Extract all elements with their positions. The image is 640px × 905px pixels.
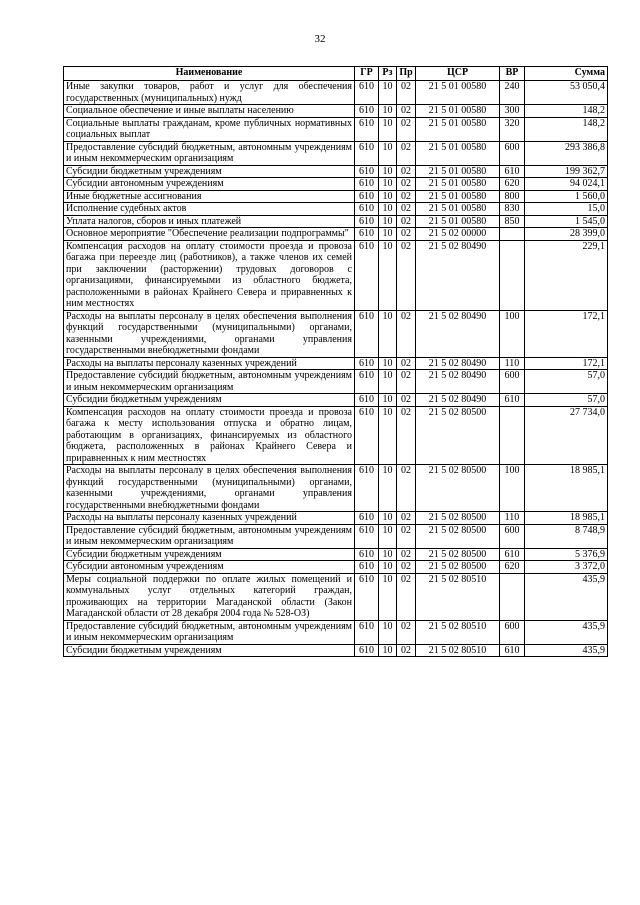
- row-sum: 1 560,0: [525, 190, 608, 203]
- table-row: [64, 240, 608, 310]
- row-gr: 610: [355, 141, 379, 165]
- header-csr: ЦСР: [416, 67, 500, 81]
- row-vr: 830: [500, 203, 525, 216]
- table-row: [64, 203, 608, 216]
- row-csr: 21 5 01 00580: [416, 203, 500, 216]
- row-pr: 02: [397, 141, 416, 165]
- row-sum: 435,9: [525, 620, 608, 644]
- row-name: Субсидии автономным учреждениям: [64, 561, 355, 574]
- row-name: Предоставление субсидий бюджетным, автономным учреждениям и иным некоммерческим организациям: [64, 620, 355, 644]
- row-csr: 21 5 02 80510: [416, 573, 500, 620]
- row-csr: 21 5 01 00580: [416, 190, 500, 203]
- row-name: Компенсация расходов на оплату стоимости проезда и провоза багажа при переезде лиц (работников), а также членов их семей при заключении (расторжении) трудовых договоров с организациями, финансируемыми из областного бюджета, расположенными в районах Крайнего Севера и приравненных к ним местностях: [64, 240, 355, 310]
- table-row: [64, 370, 608, 394]
- row-vr: 100: [500, 310, 525, 357]
- row-name: Субсидии автономным учреждениям: [64, 178, 355, 191]
- row-gr: 610: [355, 548, 379, 561]
- row-name: Уплата налогов, сборов и иных платежей: [64, 215, 355, 228]
- row-name: Предоставление субсидий бюджетным, автономным учреждениям и иным некоммерческим организациям: [64, 524, 355, 548]
- row-vr: 600: [500, 620, 525, 644]
- table-row: [64, 548, 608, 561]
- row-sum: 148,2: [525, 117, 608, 141]
- row-sum: 15,0: [525, 203, 608, 216]
- row-gr: 610: [355, 370, 379, 394]
- table-row: [64, 573, 608, 620]
- row-gr: 610: [355, 203, 379, 216]
- row-pr: 02: [397, 228, 416, 241]
- row-gr: 610: [355, 105, 379, 118]
- row-csr: 21 5 02 80500: [416, 561, 500, 574]
- row-sum: 148,2: [525, 105, 608, 118]
- row-vr: 110: [500, 512, 525, 525]
- row-vr: 610: [500, 548, 525, 561]
- row-rz: 10: [379, 105, 397, 118]
- row-sum: 229,1: [525, 240, 608, 310]
- row-name: Иные закупки товаров, работ и услуг для обеспечения государственных (муниципальных) нужд: [64, 81, 355, 105]
- row-pr: 02: [397, 240, 416, 310]
- header-name: Наименование: [64, 67, 355, 81]
- row-pr: 02: [397, 573, 416, 620]
- row-gr: 610: [355, 215, 379, 228]
- row-csr: 21 5 02 80500: [416, 524, 500, 548]
- row-sum: 94 024,1: [525, 178, 608, 191]
- row-pr: 02: [397, 105, 416, 118]
- row-vr: 600: [500, 370, 525, 394]
- row-vr: 600: [500, 524, 525, 548]
- table-row: [64, 394, 608, 407]
- row-name: Предоставление субсидий бюджетным, автономным учреждениям и иным некоммерческим организациям: [64, 370, 355, 394]
- row-gr: 610: [355, 573, 379, 620]
- row-csr: 21 5 02 80500: [416, 512, 500, 525]
- row-name: Субсидии бюджетным учреждениям: [64, 548, 355, 561]
- row-pr: 02: [397, 406, 416, 465]
- header-pr: Пр: [397, 67, 416, 81]
- row-vr: 610: [500, 165, 525, 178]
- header-rz: Рз: [379, 67, 397, 81]
- table-row: [64, 215, 608, 228]
- row-sum: 57,0: [525, 370, 608, 394]
- row-gr: 610: [355, 310, 379, 357]
- row-pr: 02: [397, 178, 416, 191]
- row-gr: 610: [355, 512, 379, 525]
- row-name: Расходы на выплаты персоналу казенных учреждений: [64, 512, 355, 525]
- row-csr: 21 5 01 00580: [416, 215, 500, 228]
- row-rz: 10: [379, 573, 397, 620]
- row-vr: [500, 240, 525, 310]
- row-gr: 610: [355, 165, 379, 178]
- row-rz: 10: [379, 228, 397, 241]
- row-pr: 02: [397, 190, 416, 203]
- row-sum: 18 985,1: [525, 465, 608, 512]
- row-rz: 10: [379, 310, 397, 357]
- row-csr: 21 5 02 80500: [416, 406, 500, 465]
- row-name: Социальное обеспечение и иные выплаты населению: [64, 105, 355, 118]
- row-pr: 02: [397, 310, 416, 357]
- row-name: Субсидии бюджетным учреждениям: [64, 644, 355, 657]
- table-row: [64, 141, 608, 165]
- row-rz: 10: [379, 524, 397, 548]
- row-sum: 5 376,9: [525, 548, 608, 561]
- row-rz: 10: [379, 203, 397, 216]
- row-csr: 21 5 02 80510: [416, 620, 500, 644]
- table-row: [64, 644, 608, 657]
- row-vr: 610: [500, 644, 525, 657]
- table-row: [64, 620, 608, 644]
- header-row: [64, 67, 608, 81]
- row-rz: 10: [379, 215, 397, 228]
- row-pr: 02: [397, 81, 416, 105]
- row-gr: 610: [355, 357, 379, 370]
- row-csr: 21 5 01 00580: [416, 105, 500, 118]
- row-sum: 435,9: [525, 644, 608, 657]
- row-pr: 02: [397, 203, 416, 216]
- table-header: [64, 67, 608, 81]
- row-csr: 21 5 02 80490: [416, 240, 500, 310]
- row-rz: 10: [379, 81, 397, 105]
- row-gr: 610: [355, 228, 379, 241]
- row-sum: 18 985,1: [525, 512, 608, 525]
- row-vr: 850: [500, 215, 525, 228]
- row-csr: 21 5 01 00580: [416, 117, 500, 141]
- row-name: Меры социальной поддержки по оплате жилых помещений и коммунальных услуг отдельных категорий граждан, проживающих на территории Магаданской области (Закон Магаданской области от 28 декабря 2004 года № 528-ОЗ): [64, 573, 355, 620]
- row-rz: 10: [379, 465, 397, 512]
- table-row: [64, 465, 608, 512]
- table-row: [64, 512, 608, 525]
- row-vr: 620: [500, 561, 525, 574]
- table-row: [64, 190, 608, 203]
- table-row: [64, 406, 608, 465]
- row-csr: 21 5 02 00000: [416, 228, 500, 241]
- row-name: Субсидии бюджетным учреждениям: [64, 165, 355, 178]
- row-csr: 21 5 02 80490: [416, 357, 500, 370]
- row-vr: 100: [500, 465, 525, 512]
- row-rz: 10: [379, 406, 397, 465]
- row-pr: 02: [397, 561, 416, 574]
- row-name: Субсидии бюджетным учреждениям: [64, 394, 355, 407]
- page-number: 32: [314, 33, 326, 45]
- row-name: Социальные выплаты гражданам, кроме публичных нормативных социальных выплат: [64, 117, 355, 141]
- row-name: Компенсация расходов на оплату стоимости проезда и провоза багажа к месту использования отпуска и обратно лицам, работающим в организациях, финансируемых из областного бюджета, расположенных в районах Крайнего Севера и приравненных к ним местностях: [64, 406, 355, 465]
- row-rz: 10: [379, 394, 397, 407]
- row-vr: [500, 228, 525, 241]
- row-pr: 02: [397, 394, 416, 407]
- row-vr: [500, 406, 525, 465]
- row-vr: [500, 573, 525, 620]
- row-rz: 10: [379, 240, 397, 310]
- row-gr: 610: [355, 465, 379, 512]
- row-pr: 02: [397, 465, 416, 512]
- row-gr: 610: [355, 240, 379, 310]
- row-csr: 21 5 01 00580: [416, 81, 500, 105]
- row-gr: 610: [355, 406, 379, 465]
- row-pr: 02: [397, 524, 416, 548]
- row-csr: 21 5 01 00580: [416, 165, 500, 178]
- row-rz: 10: [379, 620, 397, 644]
- row-name: Исполнение судебных актов: [64, 203, 355, 216]
- row-gr: 610: [355, 561, 379, 574]
- row-name: Расходы на выплаты персоналу в целях обеспечения выполнения функций государственными (муниципальными) органами, казенными учреждениями, органами управления государственными внебюджетными фондами: [64, 310, 355, 357]
- row-sum: 435,9: [525, 573, 608, 620]
- row-csr: 21 5 02 80490: [416, 370, 500, 394]
- row-name: Предоставление субсидий бюджетным, автономным учреждениям и иным некоммерческим организациям: [64, 141, 355, 165]
- row-rz: 10: [379, 357, 397, 370]
- header-gr: ГР: [355, 67, 379, 81]
- row-sum: 53 050,4: [525, 81, 608, 105]
- table-row: [64, 178, 608, 191]
- row-rz: 10: [379, 548, 397, 561]
- row-vr: 110: [500, 357, 525, 370]
- row-pr: 02: [397, 512, 416, 525]
- row-rz: 10: [379, 512, 397, 525]
- row-sum: 172,1: [525, 310, 608, 357]
- row-sum: 27 734,0: [525, 406, 608, 465]
- row-pr: 02: [397, 620, 416, 644]
- row-gr: 610: [355, 81, 379, 105]
- header-vr: ВР: [500, 67, 525, 81]
- row-pr: 02: [397, 548, 416, 561]
- row-pr: 02: [397, 215, 416, 228]
- header-sum: Сумма: [525, 67, 608, 81]
- row-rz: 10: [379, 117, 397, 141]
- row-sum: 1 545,0: [525, 215, 608, 228]
- table-row: [64, 81, 608, 105]
- row-csr: 21 5 02 80490: [416, 394, 500, 407]
- row-gr: 610: [355, 644, 379, 657]
- row-gr: 610: [355, 524, 379, 548]
- row-sum: 3 372,0: [525, 561, 608, 574]
- table-row: [64, 165, 608, 178]
- row-name: Иные бюджетные ассигнования: [64, 190, 355, 203]
- row-pr: 02: [397, 370, 416, 394]
- row-name: Расходы на выплаты персоналу в целях обеспечения выполнения функций государственными (муниципальными) органами, казенными учреждениями, органами управления государственными внебюджетными фондами: [64, 465, 355, 512]
- table-row: [64, 105, 608, 118]
- row-vr: 610: [500, 394, 525, 407]
- row-vr: 800: [500, 190, 525, 203]
- row-csr: 21 5 02 80500: [416, 548, 500, 561]
- row-name: Расходы на выплаты персоналу казенных учреждений: [64, 357, 355, 370]
- row-gr: 610: [355, 394, 379, 407]
- table-row: [64, 117, 608, 141]
- row-rz: 10: [379, 370, 397, 394]
- row-vr: 320: [500, 117, 525, 141]
- row-sum: 199 362,7: [525, 165, 608, 178]
- row-csr: 21 5 02 80510: [416, 644, 500, 657]
- row-sum: 28 399,0: [525, 228, 608, 241]
- row-pr: 02: [397, 644, 416, 657]
- row-pr: 02: [397, 357, 416, 370]
- row-gr: 610: [355, 117, 379, 141]
- row-sum: 57,0: [525, 394, 608, 407]
- row-gr: 610: [355, 190, 379, 203]
- row-csr: 21 5 01 00580: [416, 178, 500, 191]
- row-rz: 10: [379, 178, 397, 191]
- row-vr: 600: [500, 141, 525, 165]
- row-name: Основное мероприятие "Обеспечение реализации подпрограммы": [64, 228, 355, 241]
- budget-table: [63, 66, 608, 657]
- row-csr: 21 5 01 00580: [416, 141, 500, 165]
- table-body: [64, 81, 608, 657]
- row-gr: 610: [355, 620, 379, 644]
- row-rz: 10: [379, 644, 397, 657]
- row-rz: 10: [379, 141, 397, 165]
- row-gr: 610: [355, 178, 379, 191]
- row-rz: 10: [379, 190, 397, 203]
- row-vr: 620: [500, 178, 525, 191]
- row-sum: 172,1: [525, 357, 608, 370]
- row-sum: 8 748,9: [525, 524, 608, 548]
- row-rz: 10: [379, 165, 397, 178]
- table-row: [64, 228, 608, 241]
- row-rz: 10: [379, 561, 397, 574]
- row-vr: 240: [500, 81, 525, 105]
- table-row: [64, 524, 608, 548]
- row-csr: 21 5 02 80490: [416, 310, 500, 357]
- row-sum: 293 386,8: [525, 141, 608, 165]
- table-row: [64, 561, 608, 574]
- row-csr: 21 5 02 80500: [416, 465, 500, 512]
- row-pr: 02: [397, 165, 416, 178]
- table-row: [64, 310, 608, 357]
- table-row: [64, 357, 608, 370]
- row-pr: 02: [397, 117, 416, 141]
- row-vr: 300: [500, 105, 525, 118]
